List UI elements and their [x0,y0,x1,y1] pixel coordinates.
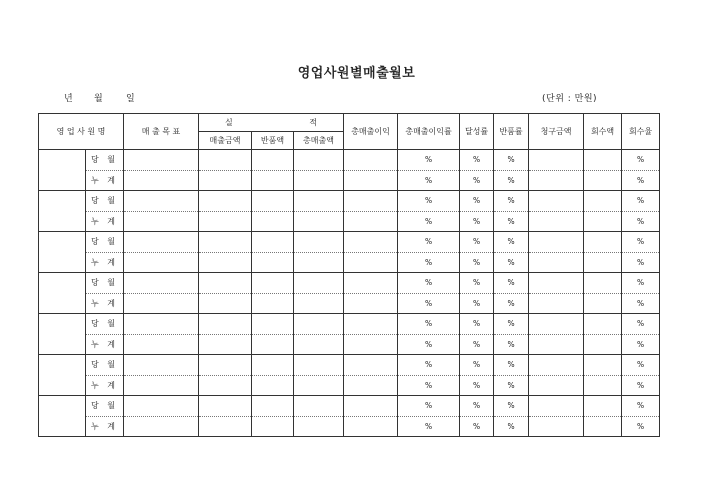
percent-cell[interactable]: % [398,170,460,191]
value-cell[interactable] [529,334,584,355]
value-cell[interactable] [199,416,252,437]
percent-cell[interactable]: % [398,191,460,212]
percent-cell[interactable]: % [494,211,529,232]
percent-cell[interactable]: % [398,273,460,294]
header-total-sales: 총매출액 [294,132,344,150]
value-cell[interactable] [199,232,252,253]
table-row [39,375,660,396]
date-month-label: 월 [94,94,103,104]
value-cell[interactable] [199,396,252,417]
value-cell[interactable] [529,314,584,335]
employee-name-cell[interactable] [39,232,86,273]
row-label-current-month: 당 월 [86,314,124,335]
table-row [39,170,660,191]
value-cell[interactable] [294,334,344,355]
value-cell[interactable] [199,334,252,355]
value-cell[interactable] [252,396,294,417]
employee-name-cell[interactable] [39,396,86,437]
value-cell[interactable] [584,416,622,437]
value-cell[interactable] [294,232,344,253]
percent-cell[interactable]: % [398,334,460,355]
value-cell[interactable] [344,416,398,437]
header-return-rate: 반품률 [494,114,529,150]
value-cell[interactable] [344,150,398,171]
value-cell[interactable] [199,375,252,396]
percent-cell[interactable]: % [460,396,494,417]
row-label-cumulative: 누 계 [86,334,124,355]
percent-cell[interactable]: % [460,170,494,191]
value-cell[interactable] [294,191,344,212]
percent-cell[interactable]: % [460,416,494,437]
value-cell[interactable] [199,314,252,335]
percent-cell[interactable]: % [622,396,660,417]
value-cell[interactable] [124,191,199,212]
value-cell[interactable] [344,396,398,417]
value-cell[interactable] [344,252,398,273]
percent-cell[interactable]: % [460,334,494,355]
percent-cell[interactable]: % [460,314,494,335]
value-cell[interactable] [344,232,398,253]
row-label-cumulative: 누 계 [86,252,124,273]
percent-cell[interactable]: % [460,191,494,212]
percent-cell[interactable]: % [494,416,529,437]
percent-cell[interactable]: % [494,314,529,335]
table-row [39,355,660,376]
value-cell[interactable] [252,150,294,171]
value-cell[interactable] [584,252,622,273]
percent-cell[interactable]: % [622,191,660,212]
value-cell[interactable] [344,191,398,212]
table-row [39,150,660,171]
employee-name-cell[interactable] [39,191,86,232]
employee-name-cell[interactable] [39,273,86,314]
row-label-cumulative: 누 계 [86,211,124,232]
value-cell[interactable] [252,191,294,212]
value-cell[interactable] [199,355,252,376]
value-cell[interactable] [584,170,622,191]
percent-cell[interactable]: % [398,150,460,171]
percent-cell[interactable]: % [460,232,494,253]
percent-cell[interactable]: % [622,211,660,232]
table-row [39,293,660,314]
value-cell[interactable] [294,273,344,294]
value-cell[interactable] [199,170,252,191]
row-label-current-month: 당 월 [86,396,124,417]
value-cell[interactable] [124,293,199,314]
value-cell[interactable] [252,416,294,437]
row-label-cumulative: 누 계 [86,170,124,191]
value-cell[interactable] [529,170,584,191]
value-cell[interactable] [529,232,584,253]
percent-cell[interactable]: % [398,416,460,437]
percent-cell[interactable]: % [398,355,460,376]
percent-cell[interactable]: % [622,355,660,376]
row-label-cumulative: 누 계 [86,293,124,314]
value-cell[interactable] [294,150,344,171]
value-cell[interactable] [124,211,199,232]
employee-name-cell[interactable] [39,314,86,355]
table-row [39,232,660,253]
percent-cell[interactable]: % [460,375,494,396]
value-cell[interactable] [529,416,584,437]
value-cell[interactable] [199,150,252,171]
percent-cell[interactable]: % [622,334,660,355]
page-title: 영업사원별매출월보 [297,66,416,81]
value-cell[interactable] [344,170,398,191]
row-label-current-month: 당 월 [86,232,124,253]
percent-cell[interactable]: % [398,314,460,335]
value-cell[interactable] [294,396,344,417]
value-cell[interactable] [529,396,584,417]
header-gross-profit: 총매출이익 [344,114,398,150]
value-cell[interactable] [252,334,294,355]
value-cell[interactable] [584,232,622,253]
value-cell[interactable] [252,375,294,396]
percent-cell[interactable]: % [398,252,460,273]
value-cell[interactable] [199,252,252,273]
value-cell[interactable] [124,232,199,253]
value-cell[interactable] [124,355,199,376]
value-cell[interactable] [529,252,584,273]
percent-cell[interactable]: % [622,416,660,437]
value-cell[interactable] [294,355,344,376]
value-cell[interactable] [529,211,584,232]
header-actual-left: 실 [225,118,233,127]
value-cell[interactable] [199,191,252,212]
date-year-label: 년 [64,94,73,104]
value-cell[interactable] [124,375,199,396]
value-cell[interactable] [344,211,398,232]
header-billed-amount: 청구금액 [529,114,584,150]
percent-cell[interactable]: % [622,314,660,335]
header-actual-right: 적 [309,118,318,127]
table-row [39,273,660,294]
value-cell[interactable] [294,314,344,335]
percent-cell[interactable]: % [494,191,529,212]
value-cell[interactable] [124,314,199,335]
value-cell[interactable] [529,191,584,212]
row-label-current-month: 당 월 [86,150,124,171]
value-cell[interactable] [294,375,344,396]
value-cell[interactable] [124,273,199,294]
value-cell[interactable] [344,375,398,396]
value-cell[interactable] [252,170,294,191]
date-day-label: 일 [126,94,135,104]
value-cell[interactable] [252,273,294,294]
percent-cell[interactable]: % [494,150,529,171]
table-row [39,334,660,355]
percent-cell[interactable]: % [494,273,529,294]
header-return-amount: 반품액 [252,132,294,150]
percent-cell[interactable]: % [494,355,529,376]
value-cell[interactable] [529,355,584,376]
row-label-current-month: 당 월 [86,273,124,294]
value-cell[interactable] [584,334,622,355]
value-cell[interactable] [294,252,344,273]
percent-cell[interactable]: % [622,232,660,253]
value-cell[interactable] [124,170,199,191]
employee-name-cell[interactable] [39,150,86,191]
percent-cell[interactable]: % [494,293,529,314]
value-cell[interactable] [344,293,398,314]
table-row [39,211,660,232]
value-cell[interactable] [199,293,252,314]
header-collected-amount: 회수액 [584,114,622,150]
value-cell[interactable] [294,170,344,191]
value-cell[interactable] [124,252,199,273]
header-sales-amount: 매출금액 [199,132,252,150]
sales-report-table [38,113,660,437]
percent-cell[interactable]: % [622,252,660,273]
value-cell[interactable] [344,273,398,294]
value-cell[interactable] [584,191,622,212]
header-gross-profit-rate: 총매출이익률 [398,114,460,150]
value-cell[interactable] [584,211,622,232]
percent-cell[interactable]: % [460,355,494,376]
value-cell[interactable] [252,211,294,232]
value-cell[interactable] [294,293,344,314]
value-cell[interactable] [252,252,294,273]
header-actual [199,114,344,132]
value-cell[interactable] [529,375,584,396]
value-cell[interactable] [124,416,199,437]
percent-cell[interactable]: % [460,252,494,273]
percent-cell[interactable]: % [622,170,660,191]
value-cell[interactable] [252,355,294,376]
percent-cell[interactable]: % [460,293,494,314]
percent-cell[interactable]: % [398,293,460,314]
table-row [39,191,660,212]
row-label-cumulative: 누 계 [86,416,124,437]
value-cell[interactable] [199,211,252,232]
value-cell[interactable] [344,334,398,355]
value-cell[interactable] [124,396,199,417]
percent-cell[interactable]: % [622,150,660,171]
header-target: 매 출 목 표 [124,114,199,150]
percent-cell[interactable]: % [622,375,660,396]
value-cell[interactable] [199,273,252,294]
header-employee: 영 업 사 원 명 [39,114,124,150]
value-cell[interactable] [294,211,344,232]
value-cell[interactable] [529,293,584,314]
table-row [39,396,660,417]
row-label-cumulative: 누 계 [86,375,124,396]
value-cell[interactable] [529,150,584,171]
value-cell[interactable] [294,416,344,437]
value-cell[interactable] [252,293,294,314]
employee-name-cell[interactable] [39,355,86,396]
value-cell[interactable] [584,355,622,376]
percent-cell[interactable]: % [398,396,460,417]
row-label-current-month: 당 월 [86,191,124,212]
unit-label: (단위 : 만원) [542,94,598,104]
header-achievement-rate: 달성률 [460,114,494,150]
percent-cell[interactable]: % [460,211,494,232]
value-cell[interactable] [124,150,199,171]
percent-cell[interactable]: % [622,273,660,294]
percent-cell[interactable]: % [494,334,529,355]
value-cell[interactable] [584,273,622,294]
percent-cell[interactable]: % [494,170,529,191]
percent-cell[interactable]: % [494,396,529,417]
value-cell[interactable] [584,396,622,417]
value-cell[interactable] [584,150,622,171]
value-cell[interactable] [344,314,398,335]
percent-cell[interactable]: % [398,211,460,232]
value-cell[interactable] [584,375,622,396]
value-cell[interactable] [124,334,199,355]
header-collection-rate: 회수율 [622,114,660,150]
value-cell[interactable] [344,355,398,376]
row-label-current-month: 당 월 [86,355,124,376]
percent-cell[interactable]: % [622,293,660,314]
value-cell[interactable] [584,314,622,335]
percent-cell[interactable]: % [398,375,460,396]
table-row [39,416,660,437]
percent-cell[interactable]: % [494,375,529,396]
percent-cell[interactable]: % [460,150,494,171]
percent-cell[interactable]: % [398,232,460,253]
table-row [39,314,660,335]
value-cell[interactable] [252,232,294,253]
percent-cell[interactable]: % [494,252,529,273]
value-cell[interactable] [529,273,584,294]
percent-cell[interactable]: % [494,232,529,253]
value-cell[interactable] [252,314,294,335]
percent-cell[interactable]: % [460,273,494,294]
table-row [39,252,660,273]
value-cell[interactable] [584,293,622,314]
